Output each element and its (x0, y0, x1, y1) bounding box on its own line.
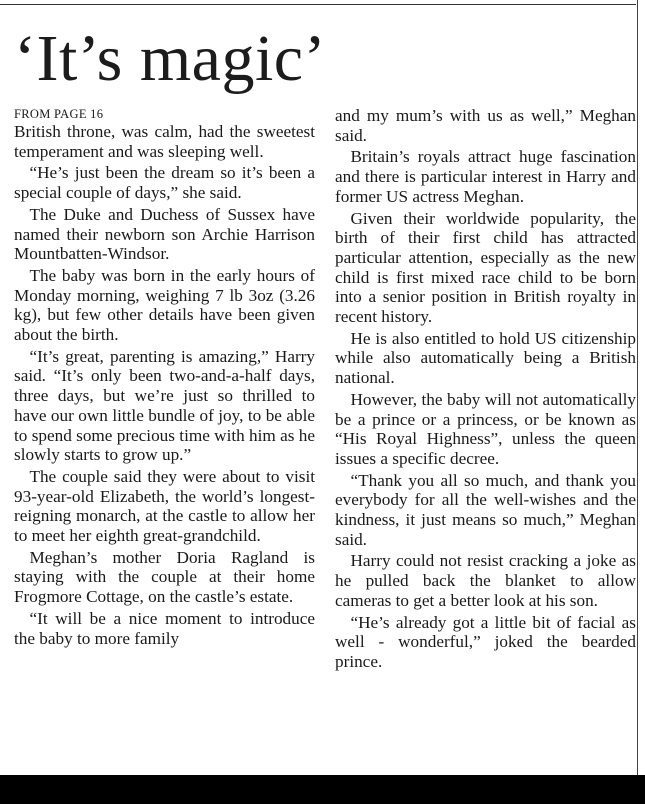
top-rule (0, 4, 636, 5)
right-paragraph-2: Britain’s royals attract huge fascination and there is particular interest in Harry and former US actress Meghan. (335, 147, 636, 206)
page-edge (637, 0, 645, 804)
bottom-black-bar (0, 775, 645, 804)
left-paragraph-3: The Duke and Duchess of Sussex have named their newborn son Archie Harrison Mountbatten-Windsor. (14, 204, 315, 264)
right-column (335, 106, 636, 674)
right-paragraph-3: Given their worldwide popularity, the birth of their first child has attracted particular attention, especially as the new child is first mixed race child to be born into a senior position in British royalty in recent history. (335, 208, 636, 327)
left-paragraph-1: British throne, was calm, had the sweetest temperament and was sleeping well. (14, 122, 315, 161)
right-paragraph-7: Harry could not resist cracking a joke as he pulled back the blanket to allow cameras to get a better look at his son. (335, 551, 636, 610)
right-paragraph-5: However, the baby will not automatically be a prince or a princess, or be known as “His Royal Highness”, unless the queen issues a specific decree. (335, 389, 636, 468)
left-column (14, 106, 315, 650)
right-paragraph-4: He is also entitled to hold US citizenship while also automatically being a British national. (335, 328, 636, 388)
continuation-kicker: FROM PAGE 16 (14, 107, 104, 121)
left-paragraph-4: The baby was born in the early hours of Monday morning, weighing 7 lb 3oz (3.26 kg), but few other details have been given about the birth. (14, 265, 315, 345)
right-paragraph-6: “Thank you all so much, and thank you everybody for all the well-wishes and the kindness, it just means so much,” Meghan said. (335, 470, 636, 549)
left-paragraph-6: The couple said they were about to visit 93-year-old Elizabeth, the world’s longest-reigning monarch, at the castle to allow her to meet her eighth great-grandchild. (14, 466, 315, 546)
left-paragraph-5: “It’s great, parenting is amazing,” Harry said. “It’s only been two-and-a-half days, three days, but we’re just so thrilled to have our own little bundle of joy, to be able to spend some precious time with him as he slowly starts to grow up.” (14, 346, 315, 465)
headline: ‘It’s magic’ (14, 22, 327, 95)
right-paragraph-1: and my mum’s with us as well,” Meghan said. (335, 106, 636, 145)
left-paragraph-7: Meghan’s mother Doria Ragland is staying with the couple at their home Frogmore Cottage, on the castle’s estate. (14, 547, 315, 607)
right-paragraph-8: “He’s already got a little bit of facial as well - wonderful,” joked the bearded prince. (335, 612, 636, 671)
left-paragraph-2: “He’s just been the dream so it’s been a special couple of days,” she said. (14, 163, 315, 203)
left-paragraph-8: “It will be a nice moment to introduce the baby to more family (14, 608, 315, 648)
